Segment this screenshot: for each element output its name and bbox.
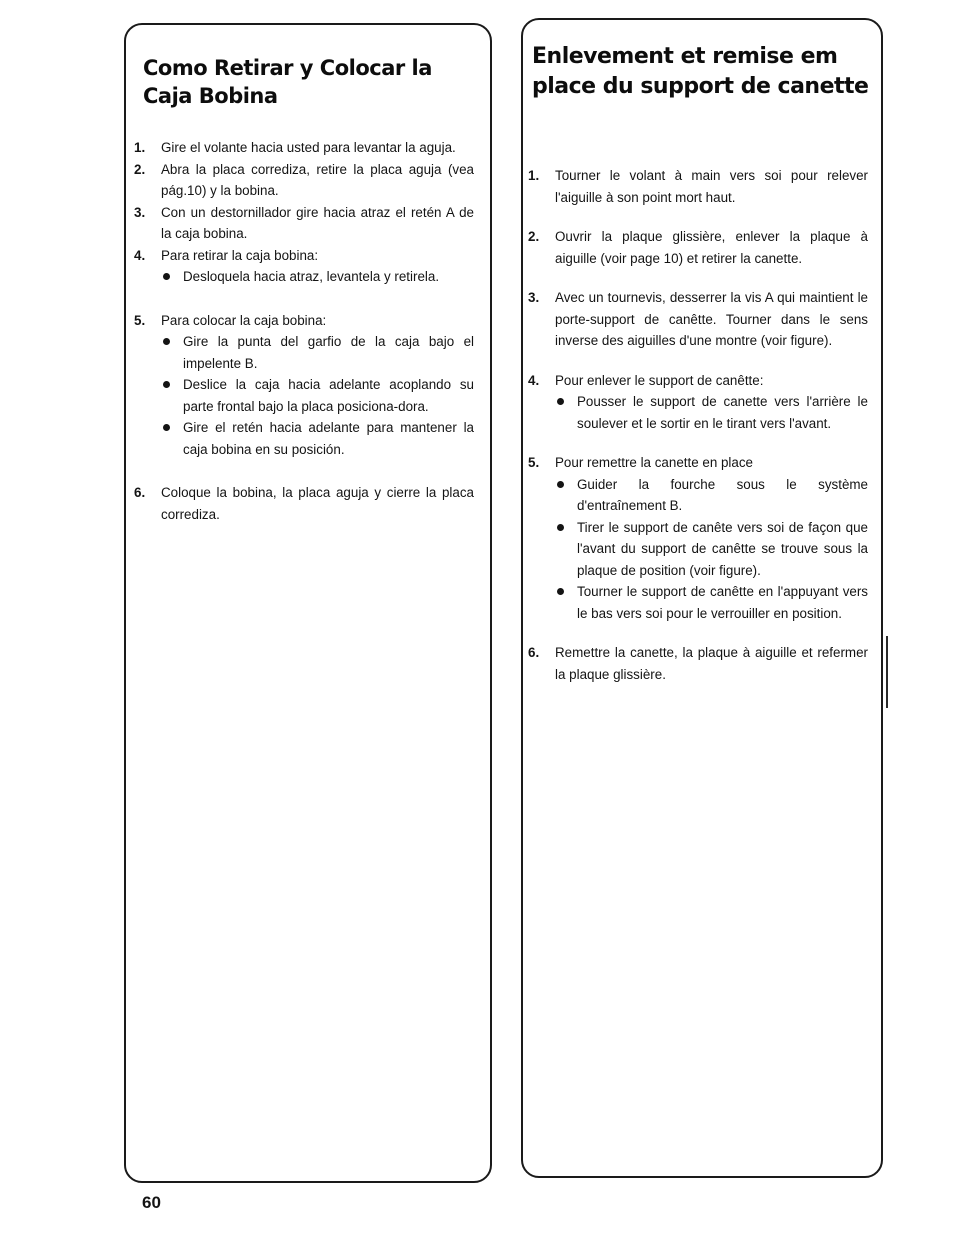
- french-step-5-bullets: [555, 474, 868, 625]
- french-step-3: [528, 287, 868, 352]
- bullet-text: Tirer le support de canête vers soi de façon que l'avant du support de canêtte se trouve sous la plaque de position (voir figure).: [577, 519, 868, 578]
- step-number: 6.: [134, 485, 146, 500]
- bullet-text: Gire el retén hacia adelante para mantener la caja bobina en su posición.: [183, 420, 474, 457]
- step-text: Gire el volante hacia usted para levantar la aguja.: [161, 140, 456, 155]
- bullet-text: Deslice la caja hacia adelante acoplando su parte frontal bajo la placa posiciona-dora.: [183, 377, 474, 414]
- french-step-1: [528, 165, 868, 208]
- french-section-title: Enlevement et remise em place du support de canette: [532, 44, 869, 99]
- bullet-icon: [557, 481, 564, 488]
- french-steps-list: [528, 165, 868, 685]
- bullet-item: [161, 417, 474, 460]
- step-number: 2.: [528, 229, 540, 244]
- step-text: Para colocar la caja bobina:: [161, 312, 327, 328]
- bullet-text: Pousser le support de canette vers l'arrière le soulever et le sortir en le tirant vers l'avant.: [577, 394, 868, 431]
- step-text: Remettre la canette, la plaque à aiguille et refermer la plaque glissière.: [555, 645, 868, 682]
- step-text: Coloque la bobina, la placa aguja y cierre la placa corrediza.: [161, 485, 474, 522]
- step-text: Abra la placa corrediza, retire la placa aguja (vea pág.10) y la bobina.: [161, 161, 474, 198]
- spanish-step-2: [134, 159, 474, 202]
- step-number: 3.: [528, 290, 540, 305]
- french-step-5: [528, 452, 868, 624]
- french-step-6: [528, 642, 868, 685]
- step-number: 6.: [528, 645, 540, 660]
- step-number: 2.: [134, 161, 146, 177]
- bullet-icon: [557, 524, 564, 531]
- step-text: Ouvrir la plaque glissière, enlever la plaque à aiguille (voir page 10) et retirer la canette.: [555, 229, 868, 266]
- step-text: Pour enlever le support de canêtte:: [555, 372, 764, 388]
- step-number: 4.: [134, 247, 146, 263]
- bullet-text: Guider la fourche sous le système d'entraînement B.: [577, 476, 868, 513]
- step-number: 3.: [134, 204, 146, 220]
- spanish-step-3: [134, 202, 474, 245]
- bullet-icon: [163, 381, 170, 388]
- bullet-item: [161, 331, 474, 374]
- page-number: 60: [142, 1193, 161, 1212]
- margin-rule: [886, 636, 888, 708]
- step-number: 1.: [528, 168, 540, 183]
- bullet-item: [555, 391, 868, 434]
- step-text: Pour remettre la canette en place: [555, 455, 753, 470]
- bullet-item: [555, 474, 868, 517]
- bullet-text: Tourner le support de canêtte en l'appuyant vers le bas vers soi pour le verrouiller en position.: [577, 584, 868, 621]
- bullet-text: Desloquela hacia atraz, levantela y retirela.: [183, 269, 440, 284]
- step-number: 1.: [134, 140, 146, 155]
- spanish-step-5: [134, 310, 474, 461]
- step-number: 4.: [528, 372, 540, 388]
- french-step-4: [528, 370, 868, 435]
- bullet-icon: [557, 588, 564, 595]
- spanish-step-1: [134, 137, 474, 159]
- spanish-step-6: [134, 482, 474, 525]
- spanish-step-4-bullets: [161, 266, 474, 288]
- french-step-4-bullets: [555, 391, 868, 434]
- step-text: Para retirar la caja bobina:: [161, 247, 319, 263]
- step-number: 5.: [528, 455, 540, 470]
- bullet-icon: [163, 424, 170, 431]
- bullet-item: [555, 581, 868, 624]
- spanish-section-title: Como Retirar y Colocar la Caja Bobina: [143, 56, 432, 108]
- spanish-steps-list: [134, 137, 474, 525]
- bullet-icon: [163, 338, 170, 345]
- bullet-item: [161, 266, 474, 288]
- step-text: Con un destornillador gire hacia atraz el retén A de la caja bobina.: [161, 204, 474, 241]
- bullet-icon: [557, 398, 564, 405]
- step-number: 5.: [134, 312, 146, 328]
- french-step-2: [528, 226, 868, 269]
- spanish-step-4: [134, 245, 474, 288]
- bullet-icon: [163, 273, 170, 280]
- spanish-step-5-bullets: [161, 331, 474, 460]
- bullet-item: [161, 374, 474, 417]
- step-text: Avec un tournevis, desserrer la vis A qui maintient le porte-support de canêtte. Tourner dans le sens inverse des aiguilles d'une montre (voir figure).: [555, 290, 868, 348]
- bullet-item: [555, 517, 868, 582]
- bullet-text: Gire la punta del garfio de la caja bajo el impelente B.: [183, 334, 474, 371]
- step-text: Tourner le volant à main vers soi pour relever l'aiguille à son point mort haut.: [555, 168, 868, 205]
